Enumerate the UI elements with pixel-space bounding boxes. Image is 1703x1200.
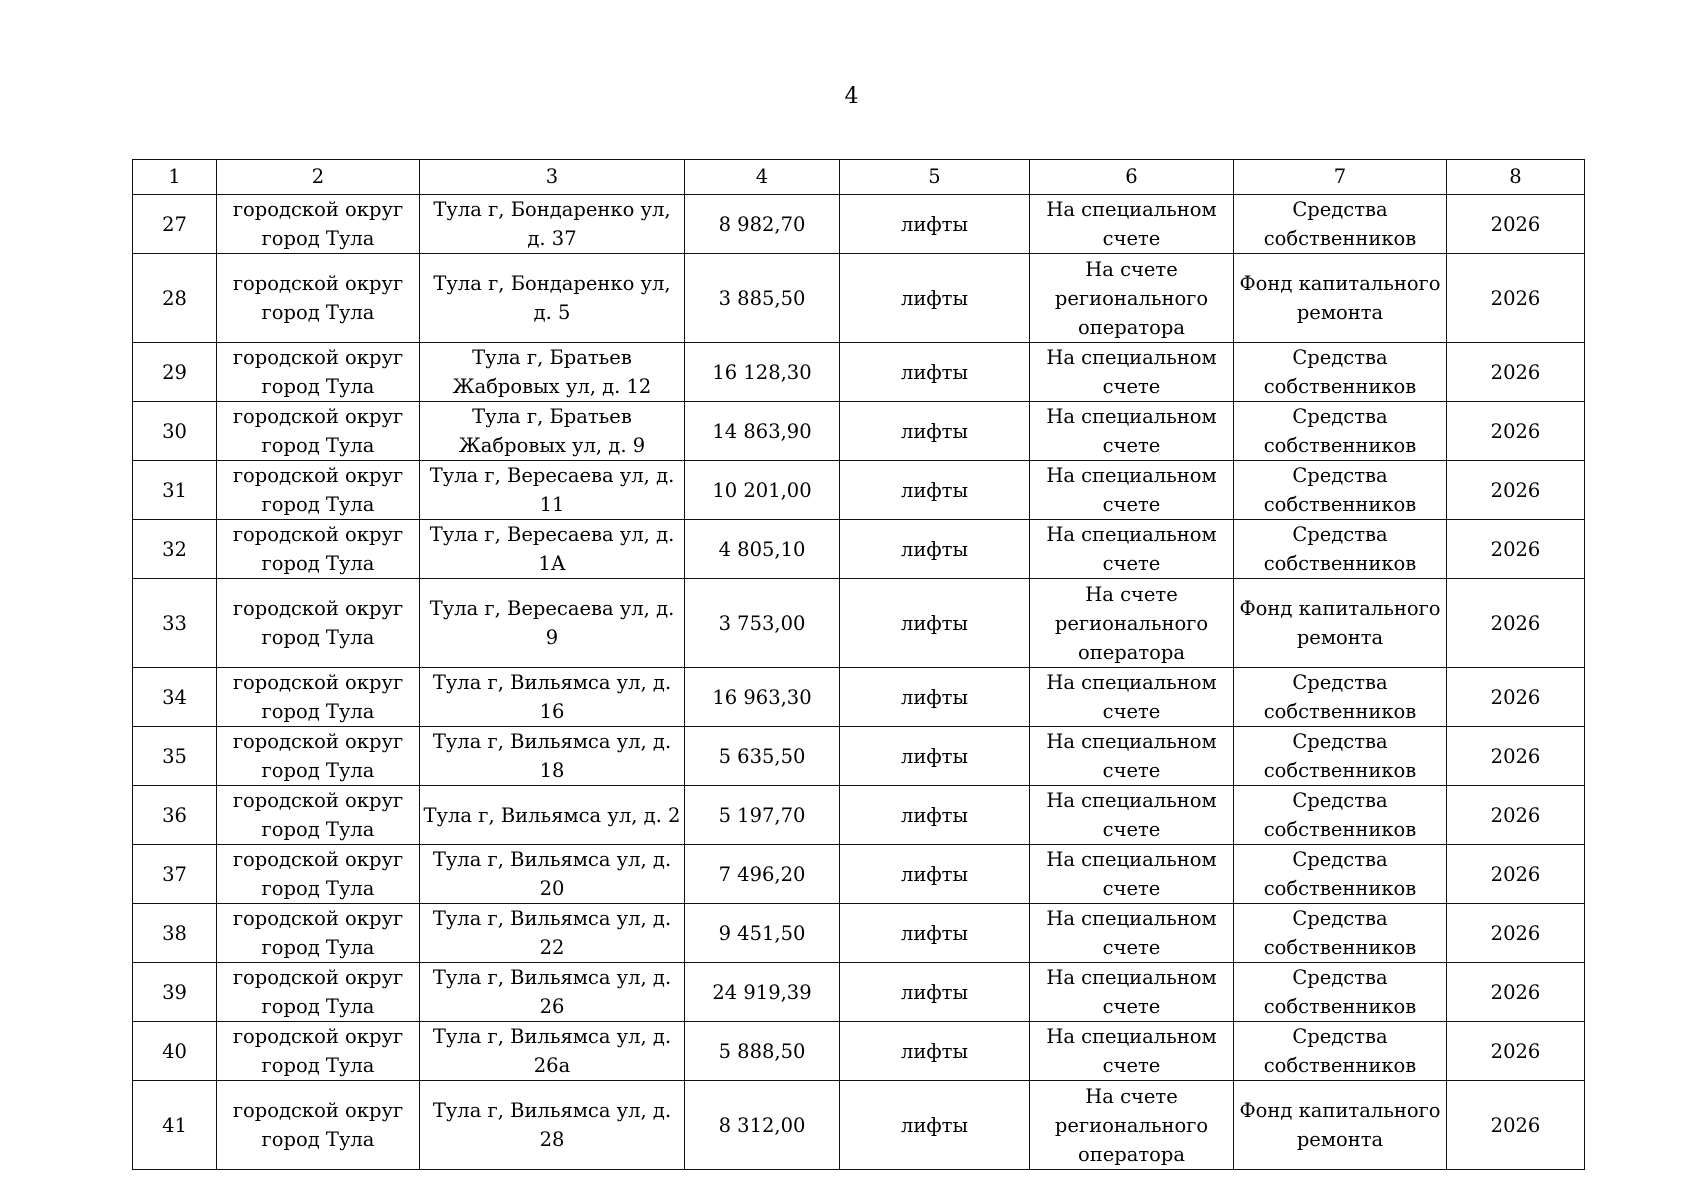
municipality-cell: городской округ город Тула xyxy=(217,786,420,845)
address-cell: Тула г, Братьев Жабровых ул, д. 12 xyxy=(420,343,685,402)
area-cell: 4 805,10 xyxy=(685,520,840,579)
municipality-cell: городской округ город Тула xyxy=(217,1081,420,1170)
table-row xyxy=(133,579,1585,668)
funding-source-cell: Средства собственников xyxy=(1234,786,1447,845)
address-cell: Тула г, Вильямса ул, д. 26 xyxy=(420,963,685,1022)
header-cell-6: 6 xyxy=(1030,160,1234,195)
address-cell: Тула г, Вильямса ул, д. 20 xyxy=(420,845,685,904)
work-type-cell: лифты xyxy=(840,343,1030,402)
fund-method-cell: На специальном счете xyxy=(1030,786,1234,845)
fund-method-cell: На специальном счете xyxy=(1030,727,1234,786)
year-cell: 2026 xyxy=(1447,254,1585,343)
area-cell: 5 635,50 xyxy=(685,727,840,786)
year-cell: 2026 xyxy=(1447,727,1585,786)
funding-source-cell: Средства собственников xyxy=(1234,343,1447,402)
table-row xyxy=(133,1081,1585,1170)
funding-source-cell: Средства собственников xyxy=(1234,520,1447,579)
header-cell-4: 4 xyxy=(685,160,840,195)
fund-method-cell: На специальном счете xyxy=(1030,668,1234,727)
area-cell: 3 753,00 xyxy=(685,579,840,668)
table-row xyxy=(133,402,1585,461)
header-cell-5: 5 xyxy=(840,160,1030,195)
header-cell-7: 7 xyxy=(1234,160,1447,195)
fund-method-cell: На счете регионального оператора xyxy=(1030,579,1234,668)
work-type-cell: лифты xyxy=(840,254,1030,343)
header-row xyxy=(133,160,1585,195)
funding-source-cell: Средства собственников xyxy=(1234,1022,1447,1081)
municipality-cell: городской округ город Тула xyxy=(217,904,420,963)
address-cell: Тула г, Бондаренко ул, д. 5 xyxy=(420,254,685,343)
area-cell: 16 128,30 xyxy=(685,343,840,402)
year-cell: 2026 xyxy=(1447,904,1585,963)
capital-repair-table xyxy=(132,159,1585,1170)
table-row xyxy=(133,963,1585,1022)
municipality-cell: городской округ город Тула xyxy=(217,727,420,786)
funding-source-cell: Фонд капитального ремонта xyxy=(1234,579,1447,668)
address-cell: Тула г, Братьев Жабровых ул, д. 9 xyxy=(420,402,685,461)
row-number: 31 xyxy=(133,461,217,520)
year-cell: 2026 xyxy=(1447,520,1585,579)
address-cell: Тула г, Вильямса ул, д. 2 xyxy=(420,786,685,845)
year-cell: 2026 xyxy=(1447,343,1585,402)
table-row xyxy=(133,520,1585,579)
address-cell: Тула г, Вересаева ул, д. 9 xyxy=(420,579,685,668)
funding-source-cell: Средства собственников xyxy=(1234,963,1447,1022)
header-cell-2: 2 xyxy=(217,160,420,195)
header-cell-3: 3 xyxy=(420,160,685,195)
municipality-cell: городской округ город Тула xyxy=(217,1022,420,1081)
area-cell: 24 919,39 xyxy=(685,963,840,1022)
year-cell: 2026 xyxy=(1447,1081,1585,1170)
row-number: 29 xyxy=(133,343,217,402)
area-cell: 9 451,50 xyxy=(685,904,840,963)
row-number: 37 xyxy=(133,845,217,904)
work-type-cell: лифты xyxy=(840,1081,1030,1170)
row-number: 39 xyxy=(133,963,217,1022)
fund-method-cell: На специальном счете xyxy=(1030,1022,1234,1081)
table-row xyxy=(133,1022,1585,1081)
header-cell-1: 1 xyxy=(133,160,217,195)
year-cell: 2026 xyxy=(1447,845,1585,904)
year-cell: 2026 xyxy=(1447,668,1585,727)
funding-source-cell: Средства собственников xyxy=(1234,845,1447,904)
fund-method-cell: На специальном счете xyxy=(1030,904,1234,963)
municipality-cell: городской округ город Тула xyxy=(217,343,420,402)
work-type-cell: лифты xyxy=(840,963,1030,1022)
municipality-cell: городской округ город Тула xyxy=(217,520,420,579)
address-cell: Тула г, Вересаева ул, д. 11 xyxy=(420,461,685,520)
work-type-cell: лифты xyxy=(840,1022,1030,1081)
fund-method-cell: На специальном счете xyxy=(1030,845,1234,904)
area-cell: 5 197,70 xyxy=(685,786,840,845)
fund-method-cell: На специальном счете xyxy=(1030,520,1234,579)
municipality-cell: городской округ город Тула xyxy=(217,195,420,254)
fund-method-cell: На специальном счете xyxy=(1030,963,1234,1022)
address-cell: Тула г, Вильямса ул, д. 26а xyxy=(420,1022,685,1081)
table-row xyxy=(133,786,1585,845)
table-body xyxy=(133,195,1585,1170)
work-type-cell: лифты xyxy=(840,461,1030,520)
funding-source-cell: Средства собственников xyxy=(1234,904,1447,963)
area-cell: 10 201,00 xyxy=(685,461,840,520)
funding-source-cell: Средства собственников xyxy=(1234,461,1447,520)
area-cell: 3 885,50 xyxy=(685,254,840,343)
table-row xyxy=(133,668,1585,727)
funding-source-cell: Средства собственников xyxy=(1234,727,1447,786)
table-row xyxy=(133,845,1585,904)
address-cell: Тула г, Вильямса ул, д. 18 xyxy=(420,727,685,786)
area-cell: 7 496,20 xyxy=(685,845,840,904)
area-cell: 8 312,00 xyxy=(685,1081,840,1170)
address-cell: Тула г, Вильямса ул, д. 16 xyxy=(420,668,685,727)
work-type-cell: лифты xyxy=(840,845,1030,904)
work-type-cell: лифты xyxy=(840,520,1030,579)
row-number: 34 xyxy=(133,668,217,727)
table-row xyxy=(133,254,1585,343)
fund-method-cell: На специальном счете xyxy=(1030,195,1234,254)
year-cell: 2026 xyxy=(1447,1022,1585,1081)
row-number: 30 xyxy=(133,402,217,461)
row-number: 38 xyxy=(133,904,217,963)
funding-source-cell: Средства собственников xyxy=(1234,668,1447,727)
work-type-cell: лифты xyxy=(840,786,1030,845)
year-cell: 2026 xyxy=(1447,195,1585,254)
year-cell: 2026 xyxy=(1447,402,1585,461)
municipality-cell: городской округ город Тула xyxy=(217,579,420,668)
work-type-cell: лифты xyxy=(840,904,1030,963)
year-cell: 2026 xyxy=(1447,963,1585,1022)
year-cell: 2026 xyxy=(1447,579,1585,668)
row-number: 41 xyxy=(133,1081,217,1170)
year-cell: 2026 xyxy=(1447,786,1585,845)
municipality-cell: городской округ город Тула xyxy=(217,845,420,904)
address-cell: Тула г, Вересаева ул, д. 1А xyxy=(420,520,685,579)
address-cell: Тула г, Вильямса ул, д. 22 xyxy=(420,904,685,963)
funding-source-cell: Фонд капитального ремонта xyxy=(1234,1081,1447,1170)
address-cell: Тула г, Бондаренко ул, д. 37 xyxy=(420,195,685,254)
fund-method-cell: На специальном счете xyxy=(1030,343,1234,402)
row-number: 40 xyxy=(133,1022,217,1081)
row-number: 33 xyxy=(133,579,217,668)
municipality-cell: городской округ город Тула xyxy=(217,254,420,343)
page-number: 4 xyxy=(844,84,859,109)
table-row xyxy=(133,343,1585,402)
table-row xyxy=(133,461,1585,520)
municipality-cell: городской округ город Тула xyxy=(217,402,420,461)
funding-source-cell: Средства собственников xyxy=(1234,195,1447,254)
work-type-cell: лифты xyxy=(840,727,1030,786)
table-row xyxy=(133,195,1585,254)
fund-method-cell: На счете регионального оператора xyxy=(1030,254,1234,343)
area-cell: 8 982,70 xyxy=(685,195,840,254)
area-cell: 5 888,50 xyxy=(685,1022,840,1081)
municipality-cell: городской округ город Тула xyxy=(217,461,420,520)
fund-method-cell: На счете регионального оператора xyxy=(1030,1081,1234,1170)
fund-method-cell: На специальном счете xyxy=(1030,461,1234,520)
work-type-cell: лифты xyxy=(840,195,1030,254)
municipality-cell: городской округ город Тула xyxy=(217,668,420,727)
row-number: 35 xyxy=(133,727,217,786)
year-cell: 2026 xyxy=(1447,461,1585,520)
area-cell: 14 863,90 xyxy=(685,402,840,461)
area-cell: 16 963,30 xyxy=(685,668,840,727)
row-number: 32 xyxy=(133,520,217,579)
funding-source-cell: Фонд капитального ремонта xyxy=(1234,254,1447,343)
work-type-cell: лифты xyxy=(840,402,1030,461)
table-row xyxy=(133,904,1585,963)
header-cell-8: 8 xyxy=(1447,160,1585,195)
table-row xyxy=(133,727,1585,786)
funding-source-cell: Средства собственников xyxy=(1234,402,1447,461)
row-number: 28 xyxy=(133,254,217,343)
row-number: 36 xyxy=(133,786,217,845)
work-type-cell: лифты xyxy=(840,668,1030,727)
municipality-cell: городской округ город Тула xyxy=(217,963,420,1022)
table-header xyxy=(133,160,1585,195)
row-number: 27 xyxy=(133,195,217,254)
fund-method-cell: На специальном счете xyxy=(1030,402,1234,461)
address-cell: Тула г, Вильямса ул, д. 28 xyxy=(420,1081,685,1170)
work-type-cell: лифты xyxy=(840,579,1030,668)
